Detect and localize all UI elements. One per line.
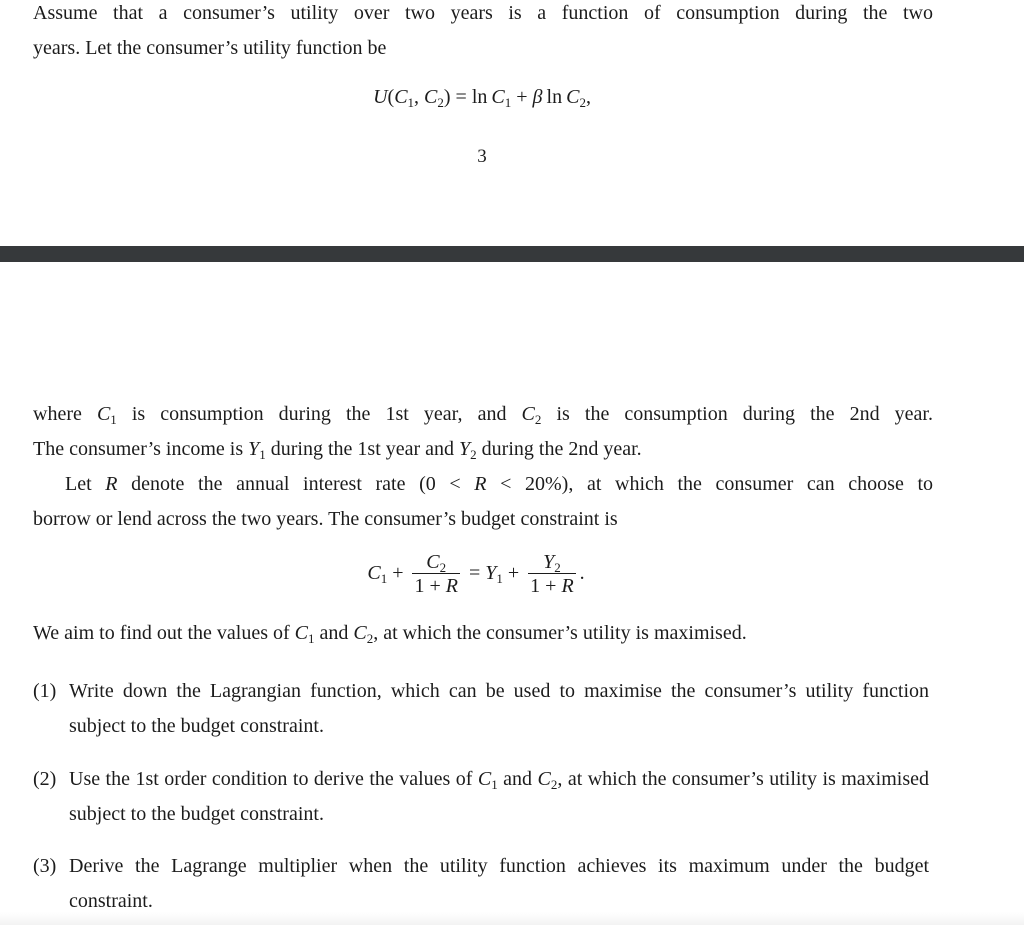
body-line-1: where $C_1$ is consumption during the 1st year, and $C_2$ is the consumption during the 2nd year. bbox=[33, 403, 933, 427]
body-line-3: Let R denote the annual interest rate (0 < R < 20%), at which the consumer can choose to bbox=[65, 473, 933, 495]
question-text: Derive the Lagrange multiplier when the utility function achieves its maximum under the budget constraint. bbox=[69, 855, 929, 912]
question-text: Use the 1st order condition to derive the values of $C_1$ and $C_2$, at which the consumer’s utility is maximised subject to the budget constraint. bbox=[69, 768, 929, 825]
body-line-4: borrow or lend across the two years. The consumer’s budget constraint is bbox=[33, 508, 618, 530]
fraction-y2: $\frac{Y_2}{1 + R}$ bbox=[530, 551, 574, 597]
intro-line-2: years. Let the consumer’s utility function be bbox=[33, 37, 387, 59]
fraction-c2: $\frac{C_2}{1 + R}$ bbox=[414, 551, 458, 597]
budget-constraint-equation: $C_1$ + $\frac{C_2}{1 + R}$ = $Y_1$ + $\frac{Y_2}{1 + R}$ . bbox=[367, 551, 585, 597]
question-1 bbox=[33, 674, 929, 744]
question-label: (2) bbox=[33, 768, 57, 790]
question-2 bbox=[33, 762, 929, 832]
question-3 bbox=[33, 849, 929, 919]
body-line-2: The consumer’s income is $Y_1$ during the 1st year and $Y_2$ during the 2nd year. bbox=[33, 438, 642, 462]
aim-sentence: We aim to find out the values of $C_1$ and $C_2$, at which the consumer’s utility is maximised. bbox=[33, 622, 747, 646]
page-number: 3 bbox=[477, 146, 487, 167]
page-divider bbox=[0, 246, 1024, 262]
question-label: (3) bbox=[33, 855, 57, 877]
question-text: Write down the Lagrangian function, which can be used to maximise the consumer’s utility function subject to the budget constraint. bbox=[69, 680, 929, 737]
utility-equation: $U(C_1$, $C_2) = \ln C_1 + \beta$ $\ln C_2$, bbox=[373, 86, 591, 110]
intro-line-1: Assume that a consumer’s utility over two years is a function of consumption during the two bbox=[33, 2, 933, 24]
bottom-shadow bbox=[0, 912, 1024, 925]
question-label: (1) bbox=[33, 680, 57, 702]
